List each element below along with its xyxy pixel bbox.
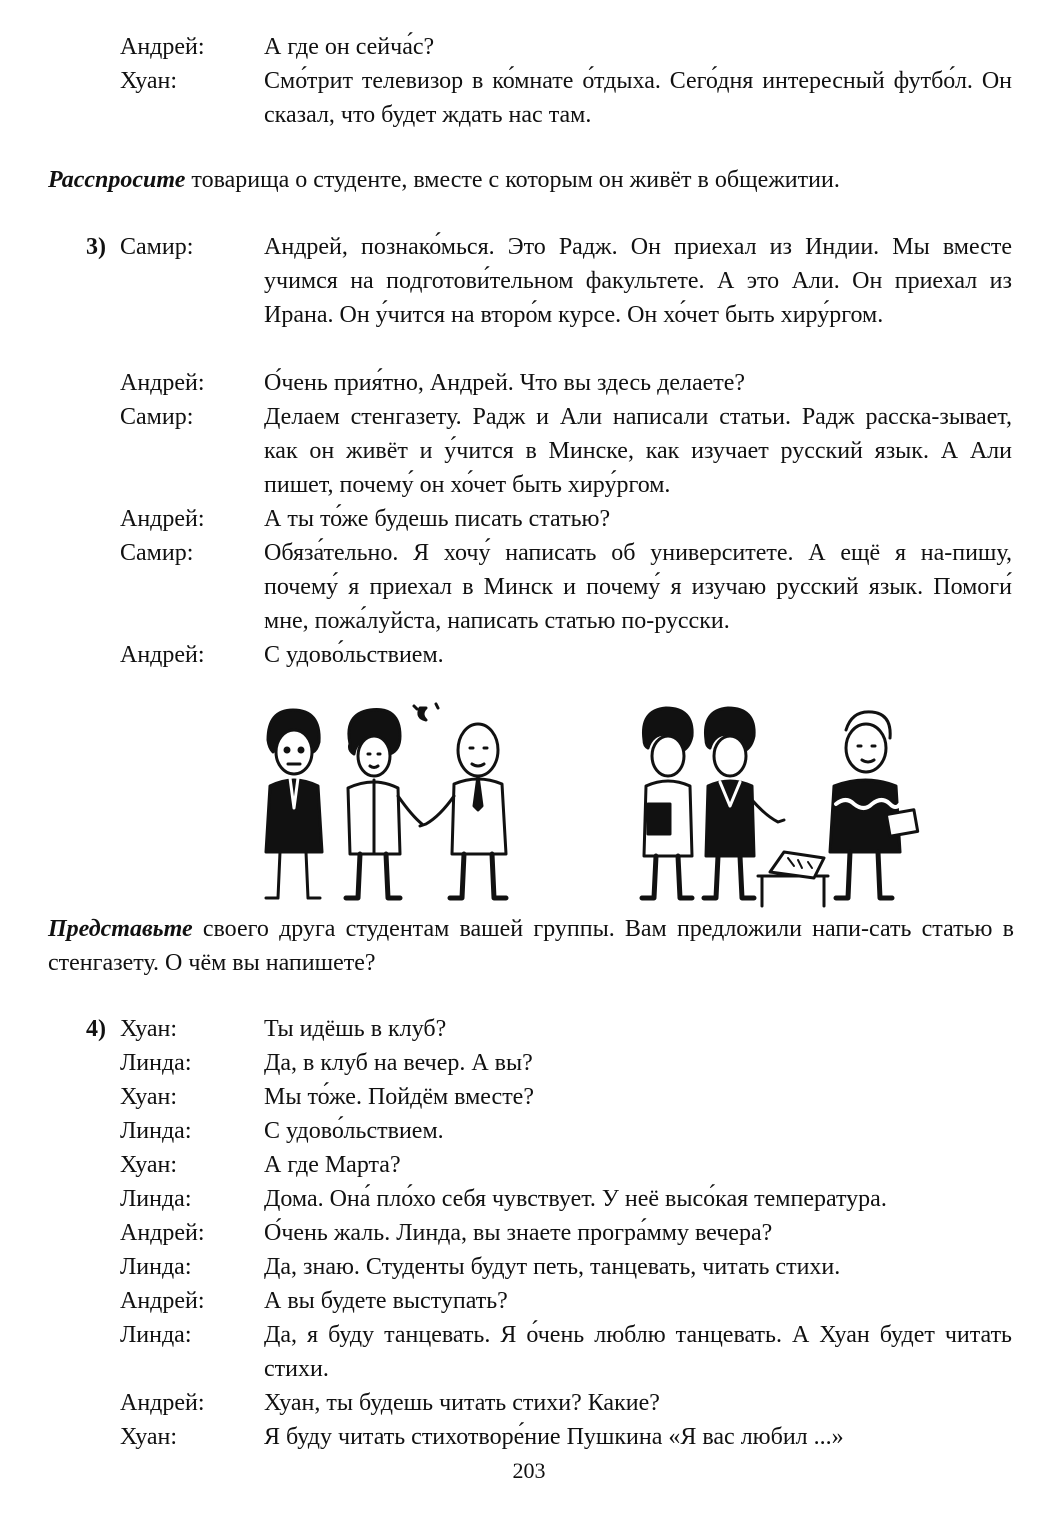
person-figure xyxy=(266,710,322,898)
person-with-paper-illustration xyxy=(810,700,930,910)
line-text: А вы будете выступать? xyxy=(264,1288,508,1314)
line-text: А ты то́же будешь писать статью? xyxy=(264,506,611,532)
line-text: Хуан, ты будешь читать стихи? Какие? xyxy=(264,1390,660,1416)
dialogue-number: 3) xyxy=(86,234,106,260)
dialogue-4 xyxy=(0,1012,1058,1454)
dialogue-line xyxy=(0,1420,1058,1454)
speaker: Самир: xyxy=(120,404,194,430)
person-figure xyxy=(414,704,506,898)
dialogue-line xyxy=(0,366,1058,400)
line-text: Обяза́тельно. Я хочу́ написать об университете. А ещё я на-пишу, почему́ я приехал в Минск и почему́ я изучаю русский язык. Помоги́ мне, пожа́луйста, написать статью по-русски. xyxy=(264,540,1012,634)
speaker: Линда: xyxy=(120,1118,192,1144)
person-figure xyxy=(346,710,422,898)
line-text: О́чень прия́тно, Андрей. Что вы здесь делаете? xyxy=(264,370,746,396)
speaker: Андрей: xyxy=(120,642,205,668)
line-text: Да, я буду танцевать. Я о́чень люблю танцевать. А Хуан будет читать стихи. xyxy=(264,1322,1012,1382)
dialogue-line xyxy=(0,1386,1058,1420)
dialogue-line xyxy=(0,230,1058,366)
speaker: Андрей: xyxy=(120,370,205,396)
line-text: А где он сейча́с? xyxy=(264,34,435,60)
speaker: Хуан: xyxy=(120,1084,178,1110)
task-instruction xyxy=(48,163,1014,197)
speaker: Линда: xyxy=(120,1050,192,1076)
line-text: Делаем стенгазету. Радж и Али написали статьи. Радж расска-зывает, как он живёт и у́чится в Минске, как изучает русский язык. А Али пишет, почему́ он хо́чет быть хиру́ргом. xyxy=(264,404,1012,498)
line-text: Смо́трит телевизор в ко́мнате о́тдыха. Сего́дня интересный футбо́л. Он сказал, что будет ждать нас там. xyxy=(264,68,1012,128)
speaker: Хуан: xyxy=(120,68,178,94)
dialogue-line xyxy=(0,64,1058,132)
speaker: Хуан: xyxy=(120,1016,178,1042)
dialogue-line xyxy=(0,1284,1058,1318)
line-text: Я буду читать стихотворе́ние Пушкина «Я вас любил ...» xyxy=(264,1424,844,1450)
students-illustration xyxy=(250,700,830,910)
dialogue-line xyxy=(0,1250,1058,1284)
speaker: Андрей: xyxy=(120,1220,205,1246)
dialogue-line xyxy=(0,1080,1058,1114)
line-text: Мы то́же. Пойдём вместе? xyxy=(264,1084,534,1110)
dialogue-line xyxy=(0,1148,1058,1182)
line-text: С удово́льствием. xyxy=(264,1118,444,1144)
dialogue-line xyxy=(0,502,1058,536)
dialogue-line xyxy=(0,1182,1058,1216)
speaker: Линда: xyxy=(120,1254,192,1280)
dialogue-line xyxy=(0,1318,1058,1386)
speaker: Самир: xyxy=(120,234,194,260)
task-instruction xyxy=(48,912,1014,980)
line-text: Да, знаю. Студенты будут петь, танцевать, читать стихи. xyxy=(264,1254,841,1280)
person-figure xyxy=(642,708,692,898)
speaker: Андрей: xyxy=(120,506,205,532)
task-text: своего друга студентам вашей группы. Вам предложили напи-сать статью в стенгазету. О чём вы напишете? xyxy=(48,916,1014,976)
line-text: А где Марта? xyxy=(264,1152,401,1178)
line-text: О́чень жаль. Линда, вы знаете програ́мму вечера? xyxy=(264,1220,773,1246)
dialogue-3 xyxy=(0,230,1058,672)
speaker: Андрей: xyxy=(120,34,205,60)
line-text: С удово́льствием. xyxy=(264,642,444,668)
dialogue-line xyxy=(0,638,1058,672)
dialogue-continuation xyxy=(0,30,1058,132)
page-number: 203 xyxy=(512,1458,546,1483)
speaker: Андрей: xyxy=(120,1390,205,1416)
speaker: Хуан: xyxy=(120,1424,178,1450)
dialogue-line xyxy=(0,1216,1058,1250)
dialogue-line xyxy=(0,1046,1058,1080)
dialogue-line xyxy=(0,1012,1058,1046)
line-text: Ты идёшь в клуб? xyxy=(264,1016,447,1042)
speaker: Андрей: xyxy=(120,1288,205,1314)
task-text: товарища о студенте, вместе с которым он живёт в общежитии. xyxy=(185,167,840,193)
speaker: Линда: xyxy=(120,1322,192,1348)
speaker: Хуан: xyxy=(120,1152,178,1178)
task-lead: Представьте xyxy=(48,916,193,942)
task-lead: Расспросите xyxy=(48,167,186,193)
line-text: Да, в клуб на вечер. А вы? xyxy=(264,1050,533,1076)
dialogue-number: 4) xyxy=(86,1016,106,1042)
speaker: Самир: xyxy=(120,540,194,566)
dialogue-line xyxy=(0,536,1058,638)
dialogue-line xyxy=(0,30,1058,64)
speaker: Линда: xyxy=(120,1186,192,1212)
dialogue-line xyxy=(0,1114,1058,1148)
line-text: Андрей, познако́мься. Это Радж. Он приехал из Индии. Мы вместе учимся на подготови́тельном факультете. А это Али. Он приехал из Ирана. Он у́чится на второ́м курсе. Он хо́чет быть хиру́ргом. xyxy=(264,234,1012,328)
dialogue-line xyxy=(0,400,1058,502)
line-text: Дома. Она́ пло́хо себя чувствует. У неё высо́кая температура. xyxy=(264,1186,887,1212)
